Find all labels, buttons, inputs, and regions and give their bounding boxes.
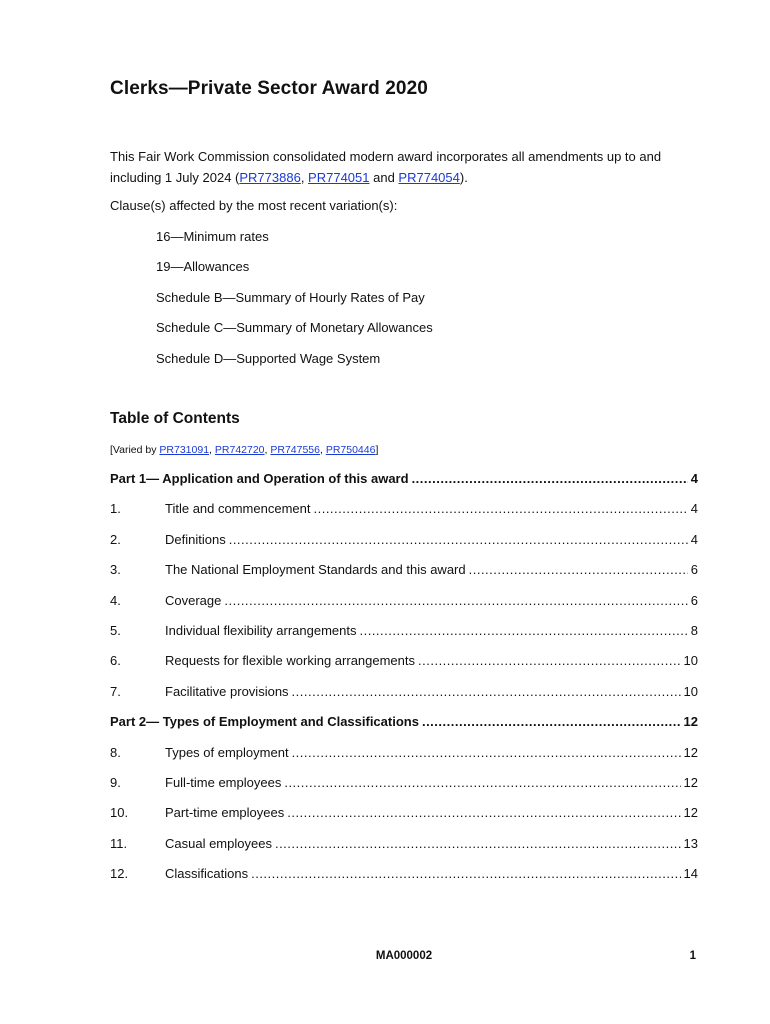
affected-clause-item: 19—Allowances: [156, 259, 250, 275]
toc-entry-number: 7.: [110, 683, 121, 699]
toc-entry-page: 12: [683, 744, 698, 760]
toc-entry[interactable]: [110, 774, 698, 804]
toc-entry-number: 6.: [110, 653, 121, 669]
toc-entry[interactable]: [110, 592, 698, 622]
footer-page-number: 1: [689, 950, 696, 962]
toc-entry[interactable]: [110, 622, 698, 652]
toc-entry[interactable]: [110, 865, 698, 895]
toc-dot-leader: [469, 561, 688, 579]
toc-entry[interactable]: [110, 652, 698, 682]
intro-link-3[interactable]: PR774054: [398, 170, 460, 185]
toc-entry-label: Individual flexibility arrangements: [165, 622, 357, 638]
toc-entry[interactable]: [110, 804, 698, 834]
affected-clauses-label: Clause(s) affected by the most recent variation(s):: [110, 198, 398, 213]
toc-entry-number: 4.: [110, 592, 121, 608]
toc-entry-number: 8.: [110, 744, 121, 760]
varied-link-4[interactable]: PR750446: [325, 444, 376, 456]
toc-entry-number: 5.: [110, 622, 121, 638]
toc-varied-note: [Varied by PR731091, PR742720, PR747556, PR750446]: [110, 444, 379, 456]
toc-entry[interactable]: [110, 683, 698, 713]
affected-clauses-list: [156, 228, 433, 380]
toc-dot-leader: [224, 592, 687, 610]
toc-entry-number: 2.: [110, 531, 121, 547]
affected-clause-item: 16—Minimum rates: [156, 229, 269, 244]
toc-entry-number: 3.: [110, 562, 121, 578]
toc-entry-page: 4: [690, 501, 698, 517]
toc-entry-label: Part 1— Application and Operation of this award: [110, 471, 409, 486]
toc-entry-label: Facilitative provisions: [165, 683, 289, 699]
toc-dot-leader: [287, 804, 680, 822]
toc-entry-page: 13: [683, 835, 698, 851]
toc-entry-label: Classifications: [165, 866, 249, 882]
table-of-contents: [110, 470, 698, 895]
toc-entry-label: Full-time employees: [165, 774, 282, 790]
toc-dot-leader: [251, 865, 680, 883]
toc-part-entry[interactable]: [110, 470, 698, 500]
varied-link-3[interactable]: PR747556: [270, 444, 320, 456]
toc-entry-number: 1.: [110, 501, 121, 517]
toc-dot-leader: [418, 652, 681, 670]
affected-clause-item: Schedule D—Supported Wage System: [156, 350, 381, 366]
toc-entry-page: 4: [690, 471, 698, 486]
toc-dot-leader: [284, 774, 680, 792]
toc-entry-page: 12: [683, 805, 698, 821]
intro-text: This Fair Work Commission consolidated modern award incorporates all amendments up to and including 1 July 2024 (: [110, 149, 662, 185]
toc-entry[interactable]: [110, 531, 698, 561]
toc-entry-page: 10: [683, 653, 698, 669]
toc-dot-leader: [292, 683, 681, 701]
toc-entry-label: Coverage: [165, 592, 222, 608]
affected-clause-item: Schedule C—Summary of Monetary Allowances: [156, 320, 433, 336]
toc-entry-label: The National Employment Standards and this award: [165, 562, 466, 578]
toc-entry-page: 6: [690, 562, 698, 578]
toc-entry-number: 9.: [110, 774, 121, 790]
footer-document-id: MA000002: [375, 950, 433, 962]
toc-entry-label: Types of employment: [165, 744, 289, 760]
toc-dot-leader: [313, 500, 687, 518]
intro-link-2[interactable]: PR774051: [308, 170, 370, 185]
intro-link-1[interactable]: PR773886: [239, 170, 301, 185]
toc-entry-label: Title and commencement: [165, 501, 311, 517]
toc-entry-label: Requests for flexible working arrangements: [165, 653, 416, 669]
toc-entry-label: Casual employees: [165, 835, 272, 851]
toc-dot-leader: [229, 531, 688, 549]
toc-entry-label: Part-time employees: [165, 805, 285, 821]
toc-dot-leader: [275, 835, 681, 853]
toc-entry-page: 4: [690, 531, 698, 547]
toc-entry-label: Definitions: [165, 531, 226, 547]
document-title: Clerks—Private Sector Award 2020: [110, 78, 428, 99]
toc-entry-page: 12: [683, 774, 698, 790]
affected-clause-item: Schedule B—Summary of Hourly Rates of Pay: [156, 289, 425, 305]
toc-entry-page: 14: [683, 866, 698, 882]
toc-entry-page: 10: [683, 683, 698, 699]
toc-entry-number: 10.: [110, 805, 129, 821]
intro-paragraph: This Fair Work Commission consolidated modern award incorporates all amendments up to and including 1 July 2024 (PR773886, PR774051 and PR774054).: [110, 149, 662, 185]
toc-dot-leader: [359, 622, 687, 640]
toc-entry[interactable]: [110, 561, 698, 591]
varied-link-2[interactable]: PR742720: [214, 444, 265, 456]
toc-entry-number: 11.: [110, 835, 128, 851]
toc-dot-leader: [292, 744, 681, 762]
toc-entry-number: 12.: [110, 866, 129, 882]
toc-heading: Table of Contents: [110, 410, 240, 427]
toc-dot-leader: [412, 470, 688, 488]
toc-entry[interactable]: [110, 744, 698, 774]
varied-link-1[interactable]: PR731091: [159, 444, 210, 456]
toc-entry-page: 12: [683, 714, 698, 730]
toc-part-entry[interactable]: [110, 713, 698, 743]
toc-entry[interactable]: [110, 835, 698, 865]
toc-entry-page: 6: [690, 592, 698, 608]
toc-entry-page: 8: [690, 622, 698, 638]
toc-entry-label: Part 2— Types of Employment and Classifications: [110, 714, 419, 730]
toc-dot-leader: [422, 713, 681, 731]
toc-entry[interactable]: [110, 500, 698, 530]
